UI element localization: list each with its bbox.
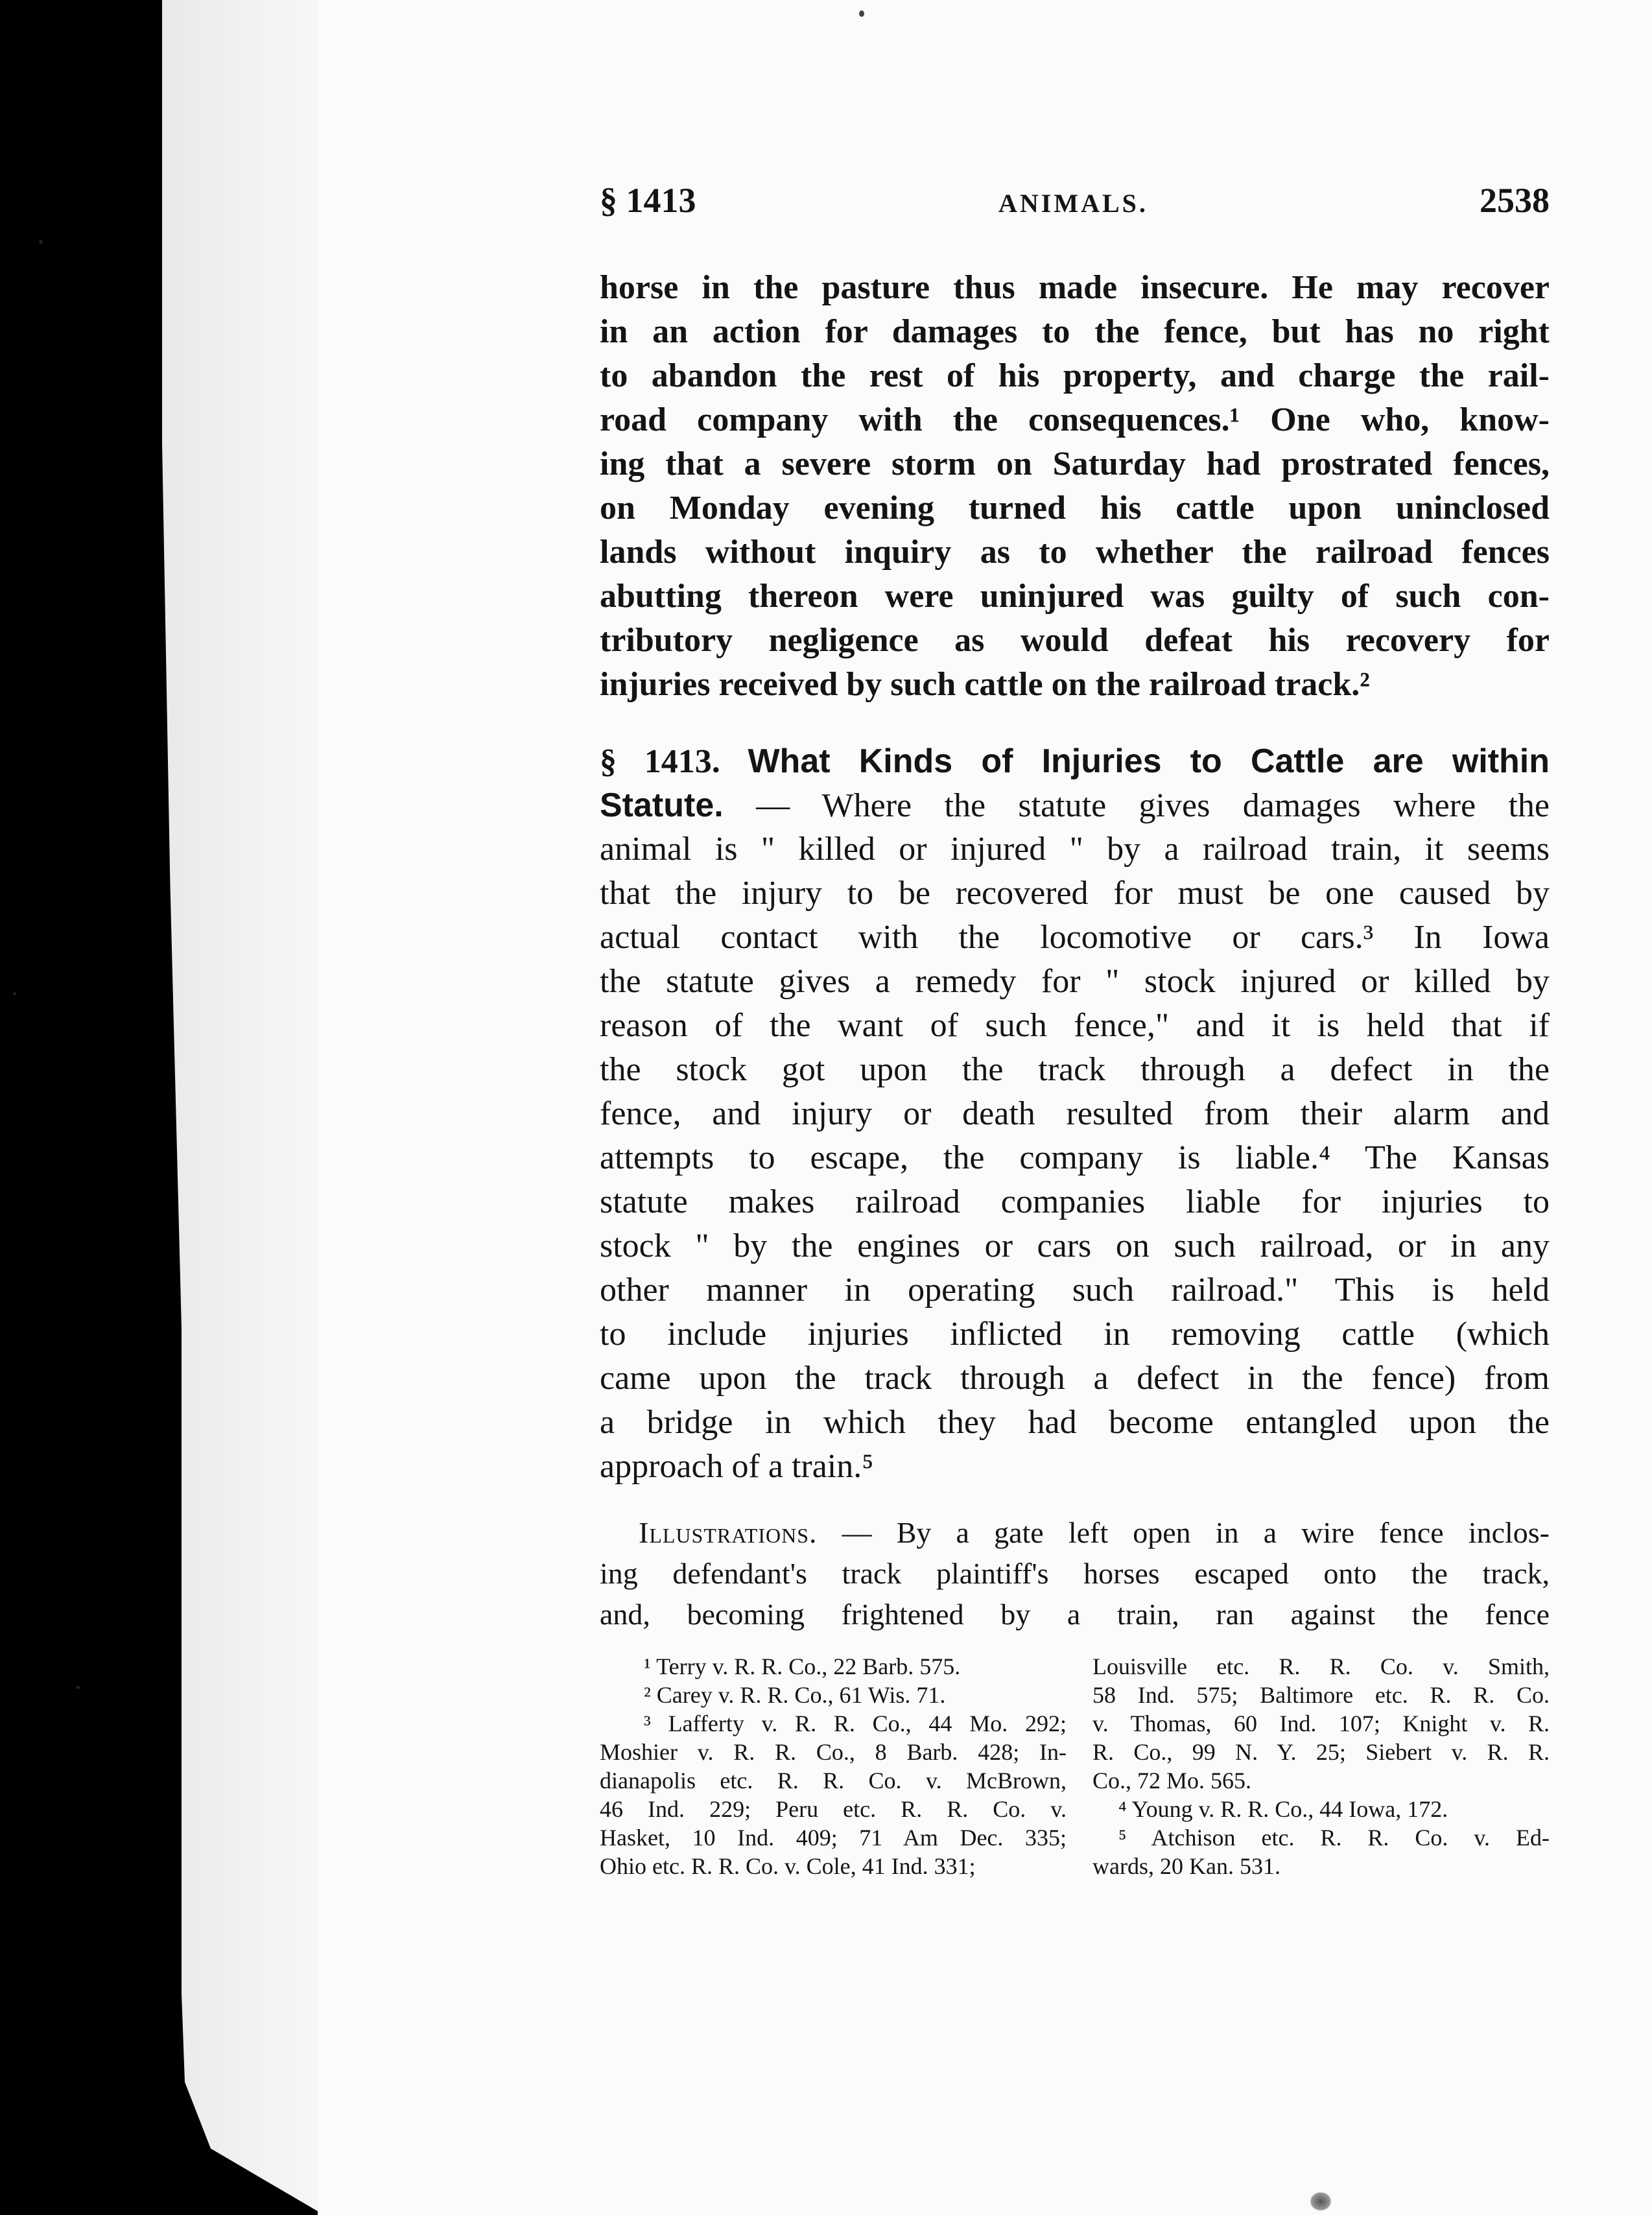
footnote-line: 46 Ind. 229; Peru etc. R. R. Co. v.: [600, 1796, 1067, 1822]
scan-speck: [13, 992, 16, 995]
running-header: [600, 180, 1550, 232]
text-line: that the injury to be recovered for must be one caused by: [600, 875, 1550, 912]
text-line: fence, and injury or death resulted from their alarm and: [600, 1095, 1550, 1132]
text-line: horse in the pasture thus made insecure. He may recover: [600, 269, 1550, 306]
text-line: reason of the want of such fence," and it is held that if: [600, 1007, 1550, 1044]
text-line: came upon the track through a defect in the fence) from: [600, 1360, 1550, 1397]
text-segment: — Where the statute gives damages where the: [723, 787, 1550, 824]
scan-mark: [859, 10, 864, 17]
text-line: approach of a train.⁵: [600, 1448, 874, 1485]
text-line: in an action for damages to the fence, but has no right: [600, 313, 1550, 350]
illustrations-label: Illustrations.: [639, 1516, 818, 1549]
header-title: ANIMALS.: [998, 189, 1148, 218]
section-title: What Kinds of Injuries to Cattle are within: [748, 742, 1550, 780]
text-line: animal is " killed or injured " by a railroad train, it seems: [600, 831, 1550, 868]
footnote-line: Co., 72 Mo. 565.: [1092, 1768, 1252, 1794]
section-heading-line: [600, 739, 1550, 783]
footnote-line: Moshier v. R. R. Co., 8 Barb. 428; In-: [600, 1739, 1067, 1765]
illustration-line: and, becoming frightened by a train, ran against the fence: [600, 1598, 1550, 1631]
text-line: a bridge in which they had become entangled upon the: [600, 1404, 1550, 1441]
footnote-line: wards, 20 Kan. 531.: [1092, 1853, 1280, 1879]
text-line: statute makes railroad companies liable for injuries to: [600, 1183, 1550, 1220]
header-page-number: 2538: [1480, 181, 1550, 220]
text-line: ing that a severe storm on Saturday had prostrated fences,: [600, 445, 1550, 482]
footnote-line: ³ Lafferty v. R. R. Co., 44 Mo. 292;: [644, 1711, 1067, 1736]
text-line: the stock got upon the track through a defect in the: [600, 1051, 1550, 1088]
footnote-line: ¹ Terry v. R. R. Co., 22 Barb. 575.: [644, 1653, 961, 1679]
footnote-line: dianapolis etc. R. R. Co. v. McBrown,: [600, 1768, 1067, 1794]
text-line: other manner in operating such railroad." This is held: [600, 1272, 1550, 1309]
text-line: [600, 783, 1550, 827]
footnote-line: R. Co., 99 N. Y. 25; Siebert v. R. R.: [1092, 1739, 1550, 1765]
section-number: § 1413.: [600, 743, 720, 780]
text-line: tributory negligence as would defeat his recovery for: [600, 622, 1550, 659]
footnote-line: Ohio etc. R. R. Co. v. Cole, 41 Ind. 331;: [600, 1853, 976, 1879]
text-line: actual contact with the locomotive or cars.³ In Iowa: [600, 919, 1550, 956]
text-line: stock " by the engines or cars on such railroad, or in any: [600, 1227, 1550, 1264]
text-line: lands without inquiry as to whether the railroad fences: [600, 534, 1550, 571]
footnote-line: Louisville etc. R. R. Co. v. Smith,: [1092, 1653, 1550, 1679]
footnote-line: ⁴ Young v. R. R. Co., 44 Iowa, 172.: [1118, 1796, 1448, 1822]
text-segment: — By a gate left open in a wire fence inclos-: [817, 1516, 1550, 1549]
header-section-number: § 1413: [600, 181, 696, 220]
text-line: to abandon the rest of his property, and charge the rail-: [600, 357, 1550, 394]
illustration-line: ing defendant's track plaintiff's horses escaped onto the track,: [600, 1557, 1550, 1590]
footnote-line: v. Thomas, 60 Ind. 107; Knight v. R.: [1092, 1711, 1550, 1736]
text-line: the statute gives a remedy for " stock injured or killed by: [600, 963, 1550, 1000]
text-line: road company with the consequences.¹ One who, know-: [600, 401, 1550, 438]
section-title-end: Statute.: [600, 787, 724, 824]
scan-speck: [39, 240, 43, 244]
ink-smudge: [1310, 2192, 1332, 2211]
footnote-line: 58 Ind. 575; Baltimore etc. R. R. Co.: [1092, 1682, 1550, 1708]
text-line: injuries received by such cattle on the railroad track.²: [600, 666, 1370, 703]
scan-speck: [77, 1686, 80, 1689]
footnote-line: ² Carey v. R. R. Co., 61 Wis. 71.: [644, 1682, 946, 1708]
footnote-line: Hasket, 10 Ind. 409; 71 Am Dec. 335;: [600, 1825, 1067, 1851]
illustration-line: [600, 1514, 1550, 1552]
text-line: attempts to escape, the company is liable.⁴ The Kansas: [600, 1139, 1550, 1176]
text-line: on Monday evening turned his cattle upon uninclosed: [600, 490, 1550, 527]
footnote-line: ⁵ Atchison etc. R. R. Co. v. Ed-: [1118, 1825, 1550, 1851]
text-line: abutting thereon were uninjured was guilty of such con-: [600, 578, 1550, 615]
page-gutter: [162, 0, 324, 2215]
text-line: to include injuries inflicted in removing cattle (which: [600, 1316, 1550, 1353]
